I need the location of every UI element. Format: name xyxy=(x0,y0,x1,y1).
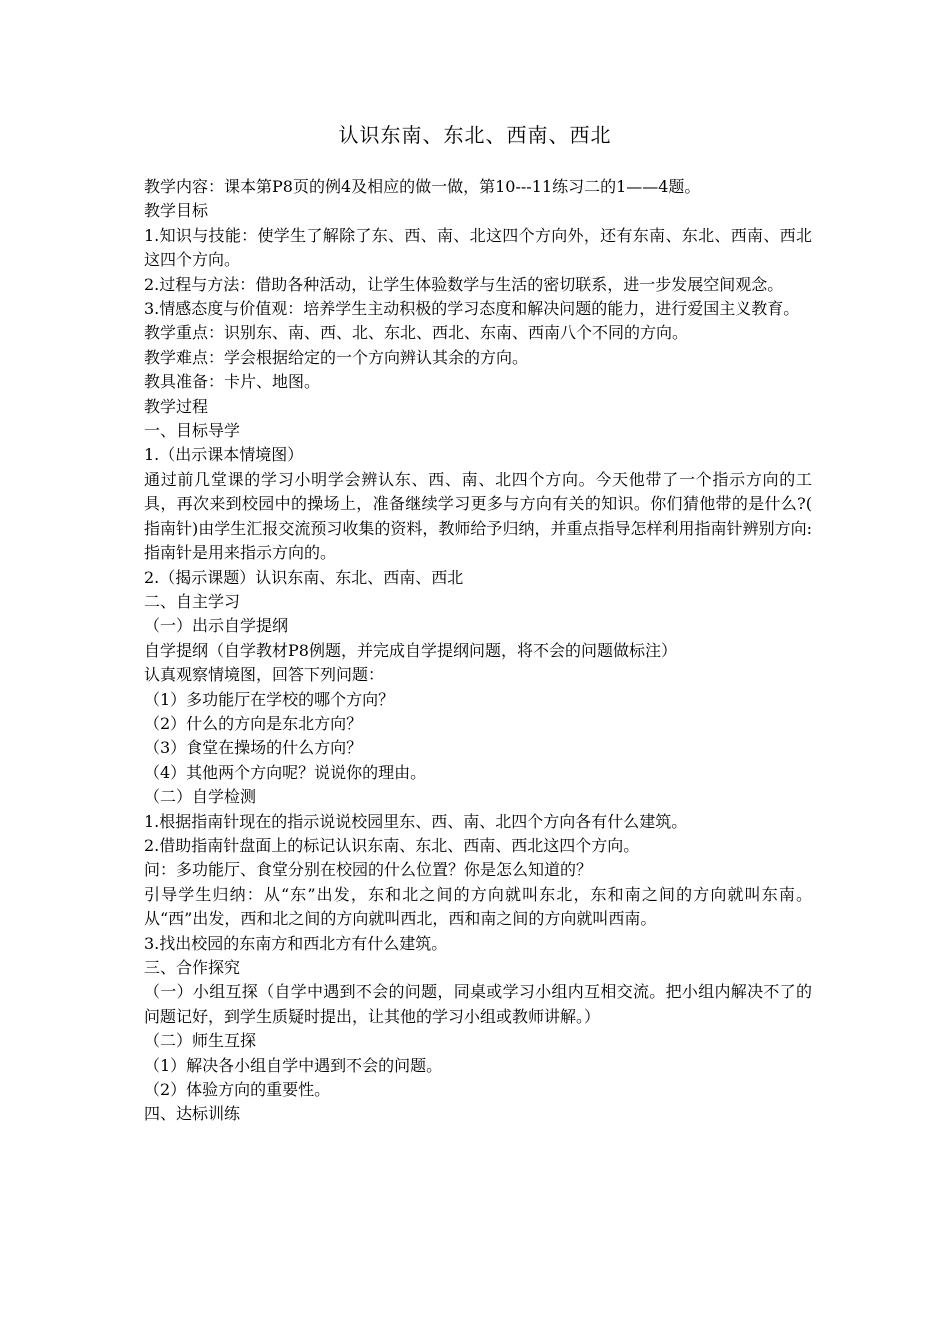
paragraph-reveal-topic: 2.（揭示课题）认识东南、东北、西南、西北 xyxy=(144,567,464,587)
paragraph-group-explore: （一）小组互探（自学中遇到不会的问题，同桌或学习小组内互相交流。把小组内解决不了的问题记好，到学生质疑时提出，让其他的学习小组或教师讲解。） xyxy=(144,982,812,1026)
question-item: （4）其他两个方向呢？说说你的理由。 xyxy=(144,762,427,782)
heading-section-4: 四、达标训练 xyxy=(144,1104,241,1124)
list-item: （2）体验方向的重要性。 xyxy=(144,1080,331,1100)
paragraph-difficulties: 教学难点：学会根据给定的一个方向辨认其余的方向。 xyxy=(144,347,529,367)
paragraph-summary: 引导学生归纳：从“东”出发，东和北之间的方向就叫东北，东和南之间的方向就叫东南。从“西”出发，西和北之间的方向就叫西北，西和南之间的方向就叫西南。 xyxy=(144,884,812,929)
paragraph-key-points: 教学重点：识别东、南、西、北、东北、西北、东南、西南八个不同的方向。 xyxy=(144,323,689,343)
question-item: （2）什么的方向是东北方向？ xyxy=(144,713,363,733)
subheading-outline: （一）出示自学提纲 xyxy=(144,616,289,636)
paragraph-show-scene: 1.（出示课本情境图） xyxy=(144,445,304,465)
paragraph-teaching-content: 教学内容：课本第P8页的例4及相应的做一做，第10---11练习二的1——4题。 xyxy=(144,177,701,196)
paragraph-outline: 自学提纲（自学教材P8例题，并完成自学提纲问题，将不会的问题做标注） xyxy=(144,640,677,660)
paragraph-observe: 认真观察情境图，回答下列问题： xyxy=(144,665,385,685)
question-item: （1）多功能厅在学校的哪个方向？ xyxy=(144,689,395,709)
paragraph-self-test-3: 3.找出校园的东南方和西北方有什么建筑。 xyxy=(144,933,448,953)
list-item: （1）解决各小组自学中遇到不会的问题。 xyxy=(144,1055,443,1075)
paragraph-goal-attitude: 3.情感态度与价值观：培养学生主动积极的学习态度和解决问题的能力，进行爱国主义教育。 xyxy=(144,299,800,319)
question-item: （3）食堂在操场的什么方向？ xyxy=(144,738,363,758)
paragraph-intro-story: 通过前几堂课的学习小明学会辨认东、西、南、北四个方向。今天他带了一个指示方向的工具，再次来到校园中的操场上，准备继续学习更多与方向有关的知识。你们猜他带的是什么?( 指南针)由学生汇报交流预习收集的资料，教师给予归纳，并重点指导怎样利用指南针辨别方向:指南针是用来指示方向的。 xyxy=(144,469,812,563)
heading-section-3: 三、合作探究 xyxy=(144,958,241,977)
document-body xyxy=(144,175,812,1127)
document-title: 认识东南、东北、西南、西北 xyxy=(338,123,612,147)
heading-section-2: 二、自主学习 xyxy=(144,591,241,611)
paragraph-self-test-2: 2.借助指南针盘面上的标记认识东南、东北、西南、西北这四个方向。 xyxy=(144,835,640,855)
subheading-teacher-student: （二）师生互探 xyxy=(144,1031,257,1051)
subheading-self-test: （二）自学检测 xyxy=(144,787,257,807)
paragraph-question: 问：多功能厅、食堂分别在校园的什么位置？你是怎么知道的？ xyxy=(144,860,593,880)
paragraph-goal-process: 2.过程与方法：借助各种活动，让学生体验数学与生活的密切联系，进一步发展空间观念。 xyxy=(144,274,784,294)
heading-section-1: 一、目标导学 xyxy=(144,421,241,441)
paragraph-teaching-aids: 教具准备：卡片、地图。 xyxy=(144,372,321,392)
heading-teaching-process: 教学过程 xyxy=(144,396,209,416)
heading-teaching-goals: 教学目标 xyxy=(144,201,209,221)
paragraph-goal-knowledge: 1.知识与技能：使学生了解除了东、西、南、北这四个方向外，还有东南、东北、西南、西北这四个方向。 xyxy=(144,225,812,270)
paragraph-self-test-1: 1.根据指南针现在的指示说说校园里东、西、南、北四个方向各有什么建筑。 xyxy=(144,811,688,831)
